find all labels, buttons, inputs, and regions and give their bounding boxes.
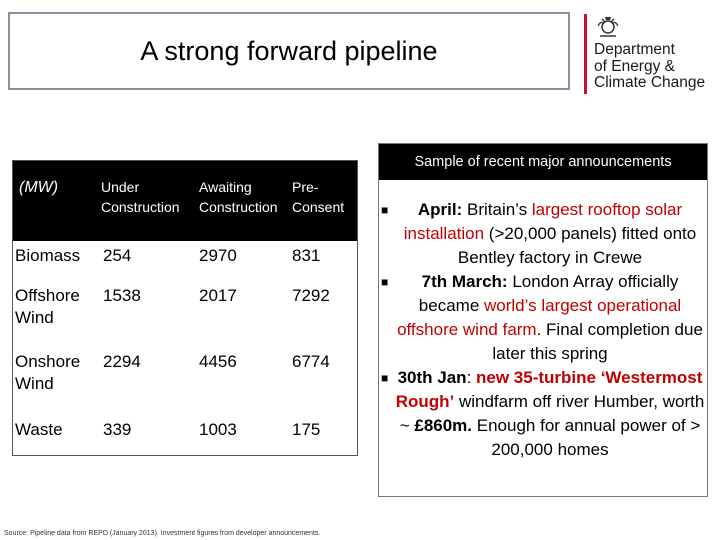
announcement-text: : [466,368,477,387]
cell-pre-consent: 6774 [292,352,330,371]
announcement-highlight: new 35-turbine ‘Westermost Rough’ [395,368,703,411]
row-label [15,419,63,441]
royal-crest-icon [594,14,622,42]
announcement-date: 7th March: [421,272,508,291]
cell-awaiting-construction: 4456 [199,352,237,371]
announcement-text: Enough for annual power of > 200,000 homes [472,416,701,459]
logo-bar [584,14,587,94]
column-header-pre-consent [292,177,344,217]
pipeline-table [12,160,358,456]
announcement-text: . Final completion due later this spring [492,320,703,363]
cell-pre-consent: 831 [292,246,321,265]
column-header-line: Awaiting [199,179,252,195]
announcement-text: Britain’s [462,200,532,219]
bullet-icon: ■ [381,371,389,385]
column-header-line: Construction [199,199,278,215]
logo-line-1: Department [594,41,675,58]
announcement-highlight: world’s largest operational offshore wind farm [397,296,682,339]
list-item [379,198,707,270]
cell-under-construction: 339 [103,420,132,439]
bullet-icon: ■ [381,275,389,289]
slide-title: A strong forward pipeline [140,36,438,66]
logo-line-3: Climate Change [594,74,706,91]
cell-awaiting-construction: 1003 [199,420,237,439]
bullet-icon: ■ [381,203,389,217]
list-item [379,270,707,366]
row-label-line: Wind [15,374,54,393]
cell-awaiting-construction: 2970 [199,246,237,265]
list-item [379,366,707,462]
announcements-list [379,198,707,462]
cell-pre-consent: 7292 [292,286,330,305]
cell-under-construction: 254 [103,246,132,265]
announcements-panel [378,143,708,497]
row-label [15,285,80,329]
logo-line-2: of Energy & [594,57,675,75]
announcement-highlight: largest rooftop solar installation [403,200,683,243]
column-header-under-construction [101,177,180,217]
column-header-line: Consent [292,199,345,215]
announcement-text: windfarm off river Humber, worth ~ [399,392,705,435]
column-header-awaiting-construction [199,177,278,217]
announcement-text: London Array officially became [418,272,679,315]
table-header [13,161,357,241]
cell-pre-consent: 175 [292,420,321,439]
row-label-line: Offshore [15,286,80,305]
row-label-line: Biomass [15,246,81,265]
column-header-line: Under [101,179,140,195]
announcement-amount: £860m. [414,416,473,435]
row-label [15,351,80,395]
unit-label: (MW) [19,179,59,196]
cell-under-construction: 2294 [103,352,141,371]
row-label [15,245,80,267]
row-label-line: Wind [15,308,54,327]
cell-awaiting-construction: 2017 [199,286,237,305]
column-header-line: Construction [101,199,180,215]
row-label-line: Onshore [15,352,81,371]
announcement-date: April: [417,200,463,219]
title-box [8,12,570,90]
cell-under-construction: 1538 [103,286,141,305]
decc-logo [584,12,712,96]
announcement-text: (>20,000 panels) fitted onto Bentley factory in Crewe [457,224,697,267]
row-label-line: Waste [15,420,63,439]
announcement-date: 30th Jan [397,368,467,387]
logo-text [594,42,705,92]
announcements-header: Sample of recent major announcements [379,144,707,180]
source-note: Source: Pipeline data from REPD (January 2013). Investment figures from developer announcements. [4,530,321,537]
column-header-line: Pre- [292,179,319,195]
